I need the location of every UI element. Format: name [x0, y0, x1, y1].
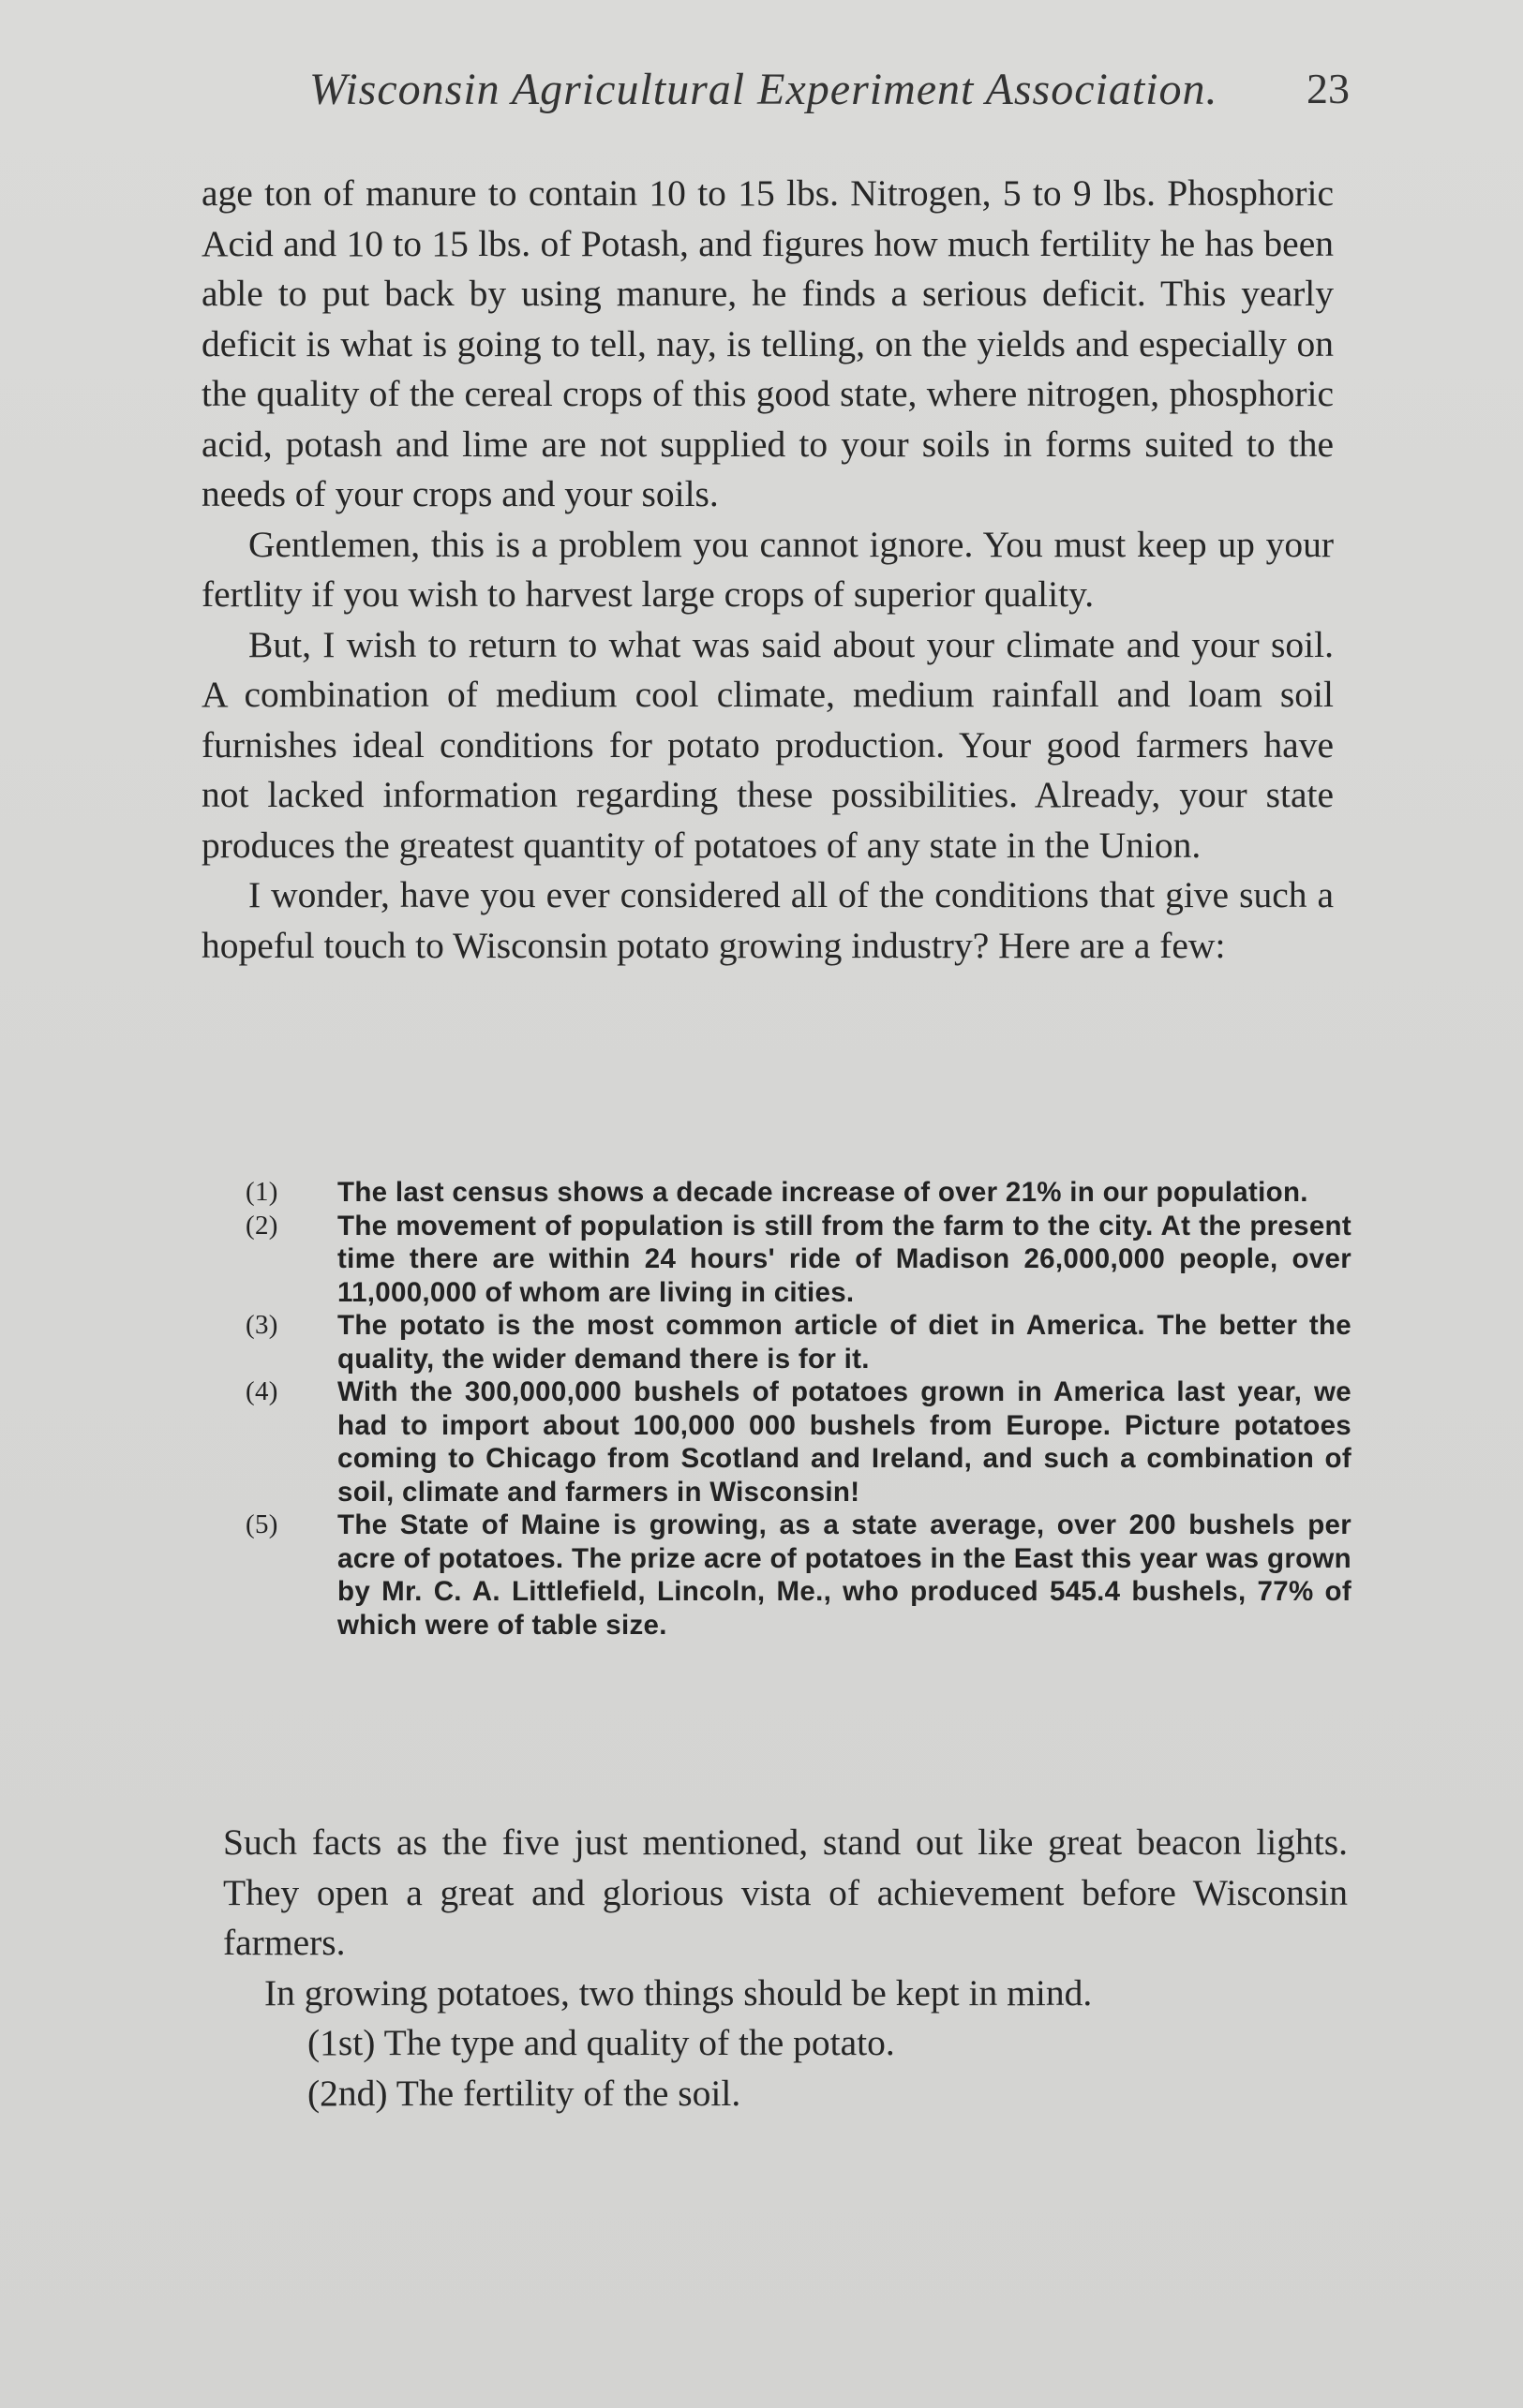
closing-item-second: (2nd) The fertility of the soil. — [307, 2072, 741, 2114]
body-text — [202, 169, 1334, 971]
list-item-number: (1) — [246, 1177, 278, 1207]
page-header — [309, 64, 1350, 129]
list-item-text: With the 300,000,000 bushels of potatoes grown in America last year, we had to import about 100,000 000 bushels from Europe. Picture potatoes coming to Chicago from Scotland and Ireland, and such a combination of soil, climate and farmers in Wisconsin! — [337, 1376, 1351, 1508]
list-item-text: The last census shows a decade increase of over 21% in our population. — [337, 1177, 1308, 1208]
list-item-number: (3) — [246, 1310, 278, 1340]
paragraph-two-things: In growing potatoes, two things should be kept in mind. — [264, 1971, 1093, 2014]
paragraph-manure-deficit: age ton of manure to contain 10 to 15 lbs. Nitrogen, 5 to 9 lbs. Phosphoric Acid and 10 to 15 lbs. of Potash, and figures how much fertility he has been able to put back by using manure, he finds a serious deficit. This yearly deficit is what is going to tell, nay, is telling, on the yields and especially on the quality of the cereal crops of this good state, where nitrogen, phosphoric acid, potash and lime are not supplied to your soils in forms suited to the needs of your crops and your soils. — [202, 172, 1334, 514]
list-item — [246, 1309, 1351, 1375]
closing-text — [223, 1818, 1348, 2118]
list-item-number: (5) — [246, 1509, 278, 1539]
paragraph-conditions-intro: I wonder, have you ever considered all of the conditions that give such a hopeful touch to Wisconsin potato growing industry? Here are a few: — [202, 874, 1334, 966]
paragraph-climate-soil: But, I wish to return to what was said about your climate and your soil. A combination of medium cool climate, medium rainfall and loam soil furnishes ideal conditions for potato production. Your good farmers have not lacked information regarding these possibilities. Already, your state produces the greatest quantity of potatoes of any state in the Union. — [202, 623, 1334, 866]
paragraph-fertility-problem: Gentlemen, this is a problem you cannot ignore. You must keep up your fertlity if you wish to harvest large crops of superior quality. — [202, 523, 1334, 615]
numbered-list — [246, 1176, 1351, 1642]
list-item-text: The movement of population is still from the farm to the city. At the present time there are within 24 hours' ride of Madison 26,000,000 people, over 11,000,000 of whom are living in cities. — [337, 1210, 1351, 1308]
list-item-number: (2) — [246, 1210, 278, 1241]
list-item-text: The potato is the most common article of diet in America. The better the quality, the wider demand there is for it. — [337, 1310, 1351, 1375]
paragraph-beacon-lights: Such facts as the five just mentioned, stand out like great beacon lights. They open a great and glorious vista of achievement before Wisconsin farmers. — [223, 1821, 1348, 1963]
running-title: Wisconsin Agricultural Experiment Association. — [309, 65, 1218, 114]
list-item — [246, 1375, 1351, 1509]
list-item — [246, 1176, 1351, 1210]
list-item-text: The State of Maine is growing, as a state average, over 200 bushels per acre of potatoes. The prize acre of potatoes in the East this year was grown by Mr. C. A. Littlefield, Lincoln, Me., who produced 545.4 bushels, 77% of which were of table size. — [337, 1509, 1351, 1641]
list-item-number: (4) — [246, 1376, 278, 1406]
list-item — [246, 1509, 1351, 1642]
page-number: 23 — [1306, 65, 1350, 112]
closing-item-first: (1st) The type and quality of the potato. — [307, 2022, 895, 2063]
list-item — [246, 1210, 1351, 1310]
